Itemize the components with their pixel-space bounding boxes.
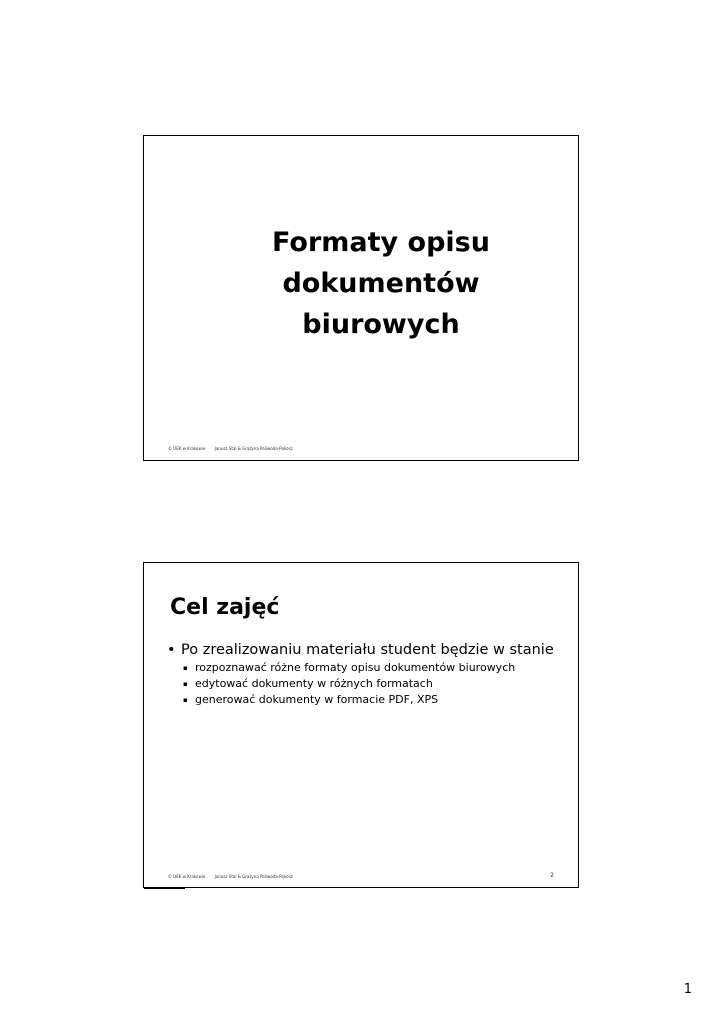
- title-line: dokumentów: [282, 268, 480, 299]
- footer-authors: Janusz Stal & Grażyna Paliwoda-Pękosz: [214, 446, 293, 451]
- slide-title: [144, 222, 578, 345]
- slide-heading: Cel zajęć: [170, 595, 280, 620]
- title-line: Formaty opisu: [272, 227, 490, 258]
- slide-number: 2: [550, 872, 554, 879]
- slide-footer: [168, 446, 293, 451]
- footer-accent-bar: [144, 887, 185, 889]
- list-item: ▪ generować dokumenty w formacie PDF, XPS: [181, 692, 568, 708]
- list-item: ▪ rozpoznawać różne formaty opisu dokumentów biurowych: [181, 660, 568, 676]
- footer-copyright: © UEK w Krakowie: [168, 446, 206, 451]
- footer-copyright: © UEK w Krakowie: [168, 874, 206, 879]
- sub-bullet-list: [181, 660, 568, 708]
- bullet-text: Po zrealizowaniu materiału student będzie w stanie: [181, 642, 554, 658]
- bullet-list: [167, 641, 568, 708]
- slide-2: [143, 562, 579, 888]
- list-item: ▪ edytować dokumenty w różnych formatach: [181, 676, 568, 692]
- slide-1: [143, 135, 579, 461]
- page-number: 1: [683, 982, 692, 997]
- footer-authors: Janusz Stal & Grażyna Paliwoda-Pękosz: [214, 874, 293, 879]
- slide-footer: [168, 874, 293, 879]
- list-item: [167, 641, 568, 708]
- title-line: biurowych: [302, 309, 460, 340]
